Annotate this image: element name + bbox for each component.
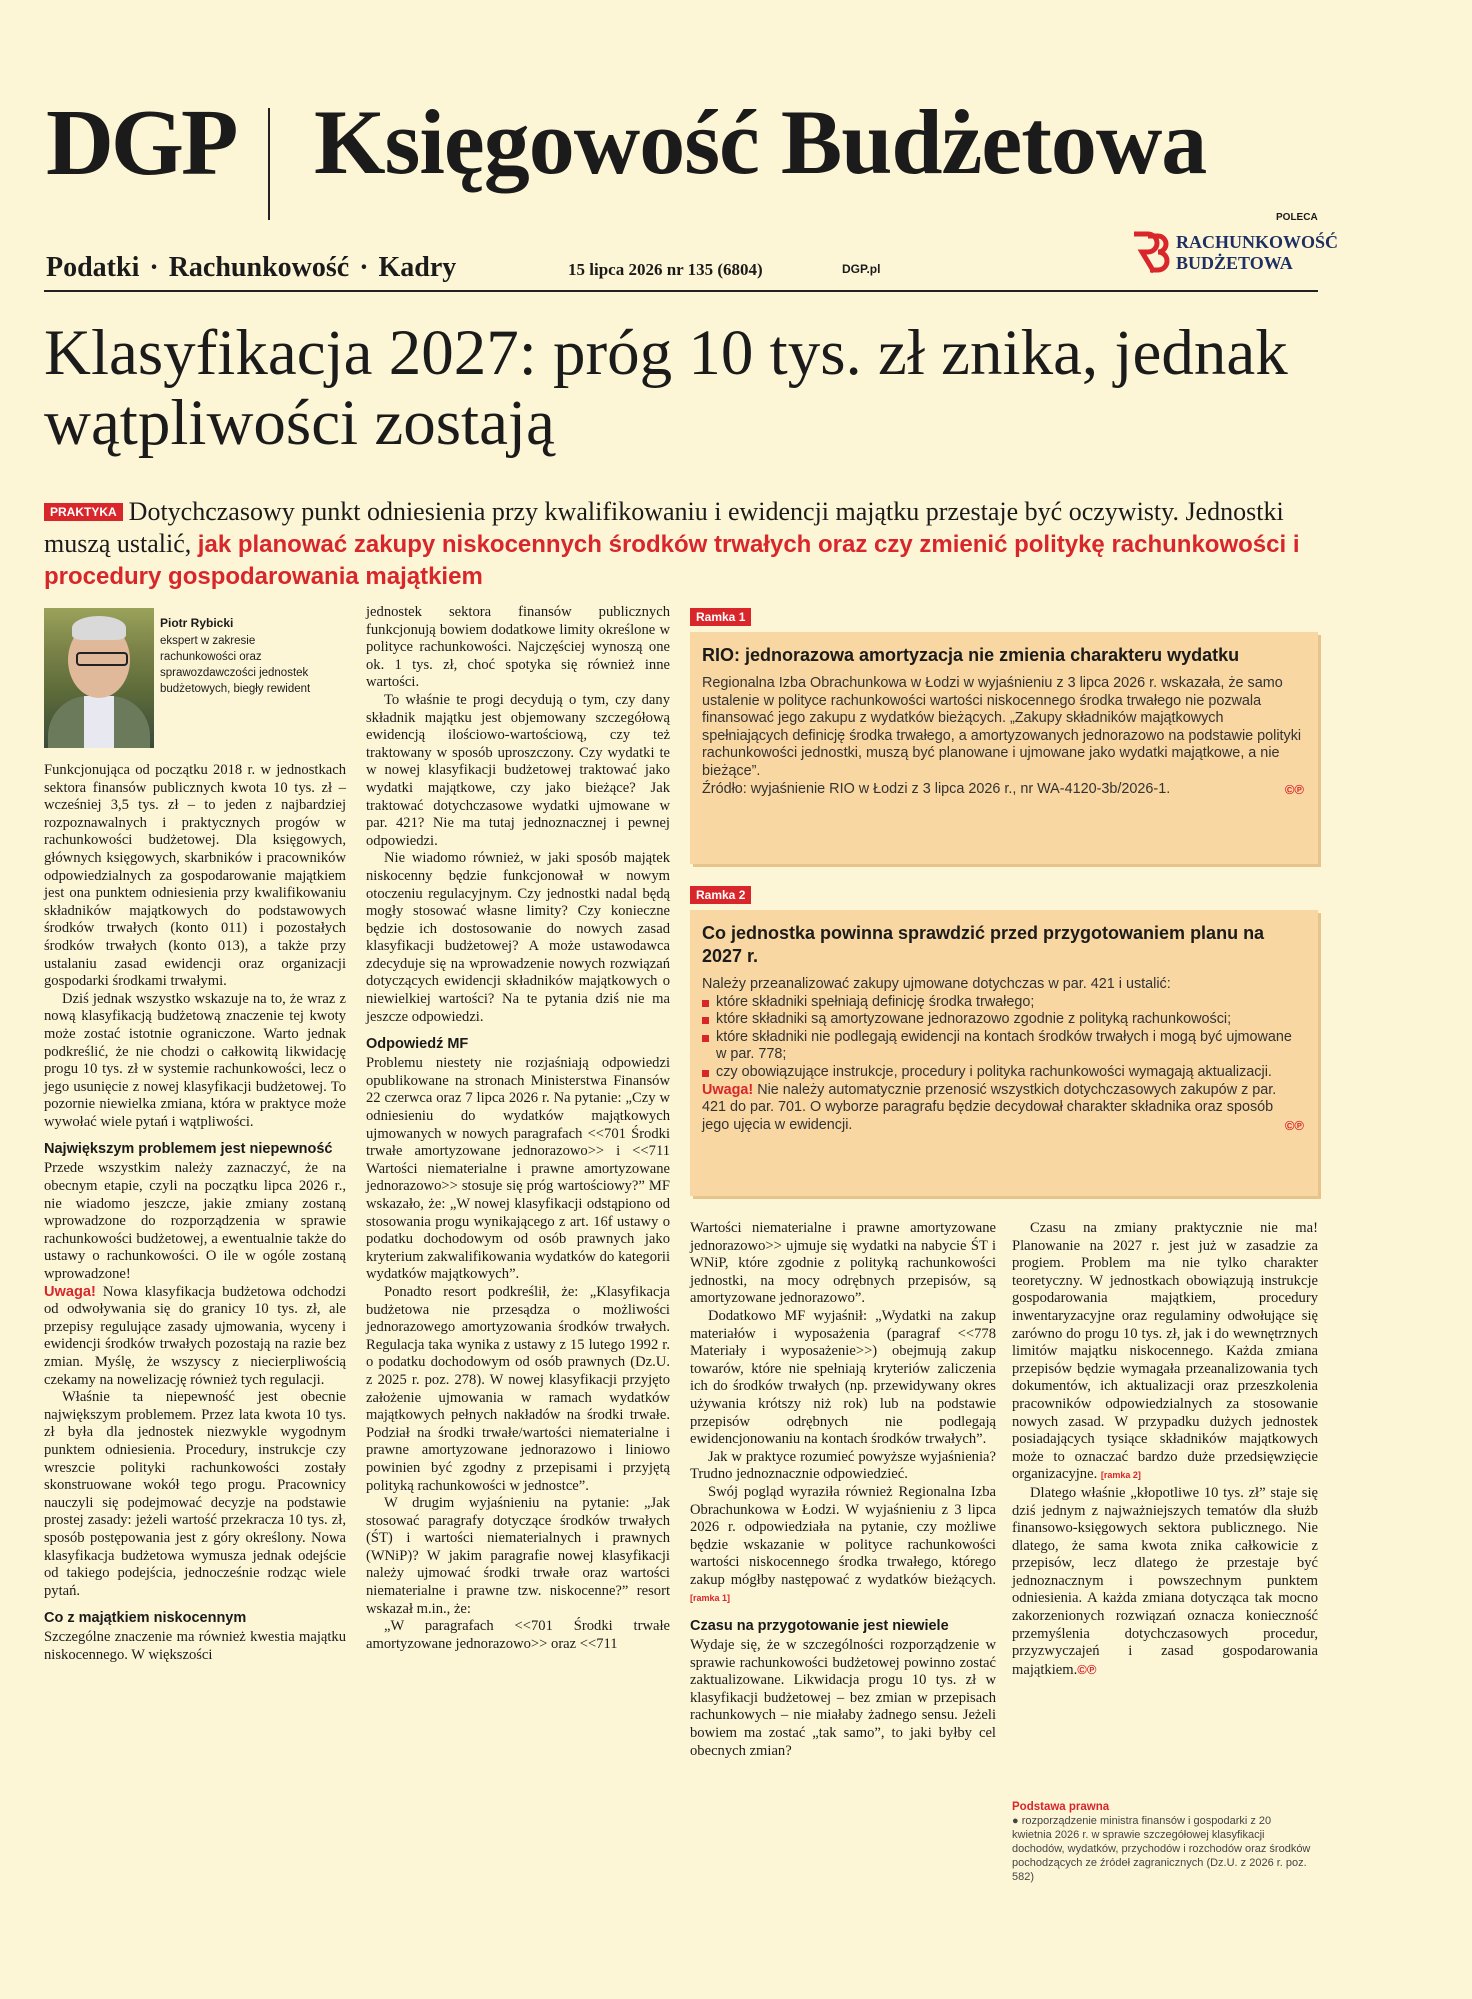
partner-name xyxy=(1176,232,1338,274)
author-photo xyxy=(44,608,154,748)
legal-basis-title: Podstawa prawna xyxy=(1012,1801,1110,1813)
box-2-note xyxy=(702,1082,1304,1135)
list-item: które składniki nie podlegają ewidencji na kontach środków trwałych i mogą być ujmowane w par. 778; xyxy=(702,1029,1304,1064)
paragraph: Wartości niematerialne i prawne amortyzowane jednorazowo>> ujmuje się wydatki na nabycie ŚT i WNiP, które zgodnie z polityką rachunkowości jednostki, na mocy odrębnych przepisów, są amortyzowane jednorazowo”. xyxy=(690,1220,996,1307)
legal-basis-body: rozporządzenie ministra finansów i gospodarki z 20 kwietnia 2026 r. w sprawie szczegółowej klasyfikacji dochodów, wydatków, przychodów i rozchodów oraz środków pochodzących ze źródeł zagranicznych (Dz.U. z 2026 r. poz. 582) xyxy=(1012,1815,1311,1883)
legal-basis xyxy=(1012,1800,1312,1884)
rb-logo-icon xyxy=(1130,230,1170,278)
box-2-reference[interactable]: [ramka 2] xyxy=(1100,1470,1141,1481)
warning-text: Nowa klasyfikacja budżetowa odchodzi od odwoływania się do granicy 10 tys. zł, ale przepisy regulujące zasady ujmowania, wyceny i ewidencji środków trwałych pozostają na razie bez zmian. Myślę, że wszyscy z niecierpliwością czekamy na nowelizację również tych regulacji. xyxy=(44,1283,346,1388)
paragraph xyxy=(1012,1220,1318,1485)
copyright-icon: ©℗ xyxy=(1284,1117,1304,1133)
list-item: które składniki są amortyzowane jednorazowo zgodnie z polityką rachunkowości; xyxy=(702,1011,1304,1029)
legal-basis-text xyxy=(1012,1814,1312,1884)
subheading: Co z majątkiem niskocennym xyxy=(44,1610,247,1627)
paragraph: W drugim wyjaśnieniu na pytanie: „Jak stosować paragrafy dotyczące środków trwałych (ŚT) i wartości niematerialnych i prawnych (WNiP)? W jakim paragrafie nowej klasyfikacji należy ujmować środki trwałe oraz wartości niematerialne i prawne tzw. niskocenne?” resort wskazał m.in., że: xyxy=(366,1495,670,1617)
masthead-rule xyxy=(44,290,1318,292)
subheading: Największym problemem jest niepewność xyxy=(44,1141,333,1158)
paragraph-text: Czasu na zmiany praktycznie nie ma! Planowanie na 2027 r. jest już w zasadzie za progiem. Problem ma nie tylko charakter teoretyczny. W jednostkach obowiązują instrukcje gospodarowania majątkiem, procedury inwentaryzacyjne oraz regulaminy odwołujące się zarówno do progu 10 tys. zł, jak i do wewnętrznych limitów majątku niskocennego. Każda zmiana przepisów będzie wymagała przeanalizowania tych dokumentów, ich aktualizacji oraz przeszkolenia pracowników odpowiedzialnych za stosowanie nowych zasad. W przypadku dużych jednostek posiadających tysiące składników majątkowych może to oznaczać bardzo duże przedsięwzięcie organizacyjne. xyxy=(1012,1220,1318,1483)
article-headline: Klasyfikacja 2027: próg 10 tys. zł znika, jednak wątpliwości zostają xyxy=(44,317,1288,459)
box-1-title: RIO: jednorazowa amortyzacja nie zmienia charakteru wydatku xyxy=(702,645,1240,665)
article-lead xyxy=(44,496,1314,592)
paragraph: Wydaje się, że w szczególności rozporządzenie w sprawie rachunkowości budżetowej powinno zostać zaktualizowane. Likwidacja progu 10 tys. zł w klasyfikacji budżetowej – bez zmian w przepisach rachunkowych – nie miałaby żadnego sensu. Jeżeli bowiem ma zostać „tak samo”, to jaki byłby cel obecnych zmian? xyxy=(690,1637,996,1759)
copyright-icon: ©℗ xyxy=(1077,1661,1097,1677)
subheading: Czasu na przygotowanie jest niewiele xyxy=(690,1618,949,1635)
paragraph xyxy=(1012,1485,1318,1680)
box-2-note-text: Nie należy automatycznie przenosić wszystkich dotychczasowych zakupów z par. 421 do par. 701. O wyborze paragrafu będzie decydował charakter składnika oraz sposób jego ujęcia w ewidencji. xyxy=(702,1081,1277,1133)
partner-label: POLECA xyxy=(1276,212,1318,223)
paragraph: Dodatkowo MF wyjaśnił: „Wydatki na zakup materiałów i wyposażenia (paragraf <<778 Materiały i wyposażenie>>) obejmują zakup towarów, które nie spełniają kryteriów zaliczenia ich do środków trwałych (np. przewidywany okres używania krótszy niż rok) lub na podstawie przepisów odrębnych nie podlegają ewidencjonowaniu na kontach środków trwałych”. xyxy=(690,1307,996,1448)
paragraph: Nie wiadomo również, w jaki sposób majątek niskocenny będzie funkcjonował w nowym otoczeniu regulacyjnym. Czy jednostki nadal będą mogły stosować własne limity? Czy konieczne będzie ich dostosowanie do nowych zasad klasyfikacji budżetowej? A może ustawodawca zdecyduje się na wprowadzenie nowych rozwiązań dotyczących ewidencji składników majątkowych o niewielkiej wartości? Na te pytania dziś nie ma jeszcze odpowiedzi. xyxy=(366,850,670,1025)
box-2 xyxy=(690,910,1318,1196)
section-title: Księgowość Budżetowa xyxy=(314,91,1207,193)
lead-highlight: jak planować zakupy niskocennych środków trwałych oraz czy zmienić politykę rachunkowości i procedury gospodarowania majątkiem xyxy=(44,531,1300,590)
partner-name-line1: RACHUNKOWOŚĆ xyxy=(1176,232,1339,252)
nav-item-rachunkowosc[interactable]: Rachunkowość xyxy=(168,252,350,283)
paragraph: To właśnie te progi decydują o tym, czy dany składnik majątku jest objemowany szczegółową ewidencją ilościowo-wartościową, czy też traktowany w sposób uproszczony. Czy wydatki te w nowej klasyfikacji budżetowej traktować jako wydatki majątkowe, czy jako bieżące? Jak traktować dotychczasowe wydatki ujmowane w par. 421? Nie ma tutaj jednoznacznej i pewnej odpowiedzi. xyxy=(366,691,670,849)
box-1-reference[interactable]: [ramka 1] xyxy=(690,1593,731,1604)
paragraph: Funkcjonująca od początku 2018 r. w jednostkach sektora finansów publicznych kwota 10 tys. zł – wcześniej 3,5 tys. zł – to jeden z najbardziej rozpoznawalnych i praktycznych progów w rachunkowości budżetowej. Dla księgowych, głównych księgowych, skarbników i pracowników odpowiedzialnych za gospodarowanie majątkiem jest ona punktem odniesienia przy kwalifikowaniu składników majątkowych do podstawowych środków trwałych (konto 011) i pozostałych środków trwałych (konto 013), a także przy ustalaniu zasad ewidencji oraz organizacji gospodarki środkami trwałymi. xyxy=(44,762,346,990)
dgp-logo[interactable]: DGP xyxy=(46,91,236,195)
site-link[interactable]: DGP.pl xyxy=(842,262,881,276)
warning-label: Uwaga! xyxy=(44,1283,96,1300)
copyright-icon: ©℗ xyxy=(1284,781,1304,797)
paragraph: Jak w praktyce rozumieć powyższe wyjaśnienia? Trudno jednoznacznie odpowiedzieć. xyxy=(690,1448,996,1483)
lead-tag: PRAKTYKA xyxy=(44,503,123,521)
box-1-source xyxy=(702,781,1304,799)
nav-item-kadry[interactable]: Kadry xyxy=(378,252,457,283)
paragraph xyxy=(690,1484,996,1608)
paragraph: Problemu niestety nie rozjaśniają odpowiedzi opublikowane na stronach Ministerstwa Finansów 22 czerwca oraz 7 lipca 2026 r. Na pytanie: „Czy w odniesieniu do wydatków majątkowych ujmowanych w nowych paragrafach <<701 Środki trwałe amortyzowane jednorazowo>> i <<711 Wartości niematerialne i prawne amortyzowane jednorazowo>> stosuje się próg wartościowy?” MF wskazało, że: „W nowej klasyfikacji odstąpiono od stosowania progu wynikającego z art. 16f ustawy o podatku dochodowym od osób prawnych jako kryterium zakwalifikowania wydatków do kategorii wydatków majątkowych”. xyxy=(366,1055,670,1283)
box-2-label: Ramka 2 xyxy=(690,886,751,904)
box-2-title: Co jednostka powinna sprawdzić przed przygotowaniem planu na 2027 r. xyxy=(702,923,1265,966)
lead-text: Dotychczasowy punkt odniesienia przy kwalifikowaniu i ewidencji majątku przestaje być oczywisty. Jednostki muszą ustalić, xyxy=(44,497,1284,558)
subheading: Odpowiedź MF xyxy=(366,1036,469,1053)
paragraph: Przede wszystkim należy zaznaczyć, że na obecnym etapie, czyli na początku lipca 2026 r., nie wiadomo jeszcze, jakie zmiany zostaną wprowadzone do rozporządzenia w sprawie rachunkowości budżetowej, a ewentualnie także do ustawy o rachunkowości. O ile w ogóle zostaną wprowadzone! xyxy=(44,1160,346,1283)
article-column-4 xyxy=(1012,1220,1318,1679)
article-column-1 xyxy=(44,762,346,1665)
article-column-2 xyxy=(366,604,670,1653)
paragraph: Szczególne znaczenie ma również kwestia majątku niskocennego. W większości xyxy=(44,1629,346,1663)
paragraph-warning xyxy=(44,1284,346,1390)
paragraph-text: Dlatego właśnie „kłopotliwe 10 tys. zł” staje się dziś jednym z najważniejszych tematów dla służb finansowo-księgowych sektora publicznego. Nie dlatego, że sama kwota znika całkowicie z przepisów, lecz dlatego że przestaje być jednoznacznym i powszechnym punktem odniesienia. A każda zmiana dotycząca tak mocno zakorzenionych rozwiązań oznacza konieczność przemyślenia dotychczasowych procedur, przyzwyczajeń i zasad gospodarowania majątkiem. xyxy=(1012,1484,1318,1678)
paragraph-text: Swój pogląd wyraziła również Regionalna Izba Obrachunkowa w Łodzi. W wyjaśnieniu z 3 lipca 2026 r. odpowiedziała na pytanie, czy możliwe będzie wskazanie w polityce rachunkowości wartości niskocennego środka trwałego, którego zakup mógłby następować z wydatków bieżących. xyxy=(690,1483,996,1588)
author-bio: ekspert w zakresie rachunkowości oraz sprawozdawczości jednostek budżetowych, biegły rewident xyxy=(160,635,311,695)
list-item: które składniki spełniają definicję środka trwałego; xyxy=(702,994,1304,1012)
issue-date: 15 lipca 2026 nr 135 (6804) xyxy=(568,260,763,279)
author-name: Piotr Rybicki xyxy=(160,616,234,630)
box-1-source-text: Źródło: wyjaśnienie RIO w Łodzi z 3 lipca 2026 r., nr WA-4120-3b/2026-1. xyxy=(702,780,1171,797)
paragraph: Ponadto resort podkreślił, że: „Klasyfikacja budżetowa nie przesądza o możliwości jednorazowego amortyzowania środków trwałych. Regulacja taka wynika z ustawy z 15 lutego 1992 r. o podatku dochodowym od osób prawnych (Dz.U. z 2025 r. poz. 278). W nowej klasyfikacji przyjęto założenie ujmowania w ramach wydatków majątkowych pełnych nakładów na środki trwałe. Podział na środki trwałe/wartości niematerialne i prawne amortyzowane jednorazowo i liniowo powinien być zgodny z przepisami i przyjętą polityką rachunkowości w jednostce”. xyxy=(366,1283,670,1494)
bullet-icon: ● xyxy=(1012,1815,1022,1827)
paragraph: jednostek sektora finansów publicznych funkcjonują bowiem dodatkowe limity określone w polityce rachunkowości. Najczęściej wynoszą one ok. 1 tys. zł, choć spotyka się również inne wartości. xyxy=(366,604,670,691)
box-1 xyxy=(690,632,1318,864)
box-1-label: Ramka 1 xyxy=(690,608,751,626)
nav-separator: · xyxy=(149,252,159,283)
paragraph: Właśnie ta niepewność jest obecnie największym problemem. Przez lata kwota 10 tys. zł była dla jednostek niezwykle wygodnym punktem odniesienia. Procedury, instrukcje czy wreszcie polityki rachunkowości zostały skonstruowane wokół tego progu. Pracownicy nauczyli się podejmować decyzje na podstawie prostej zasady: jeżeli wartość przekracza 10 tys. zł, sposób postępowania jest z góry określony. Nowa klasyfikacja budżetowa wymusza jednak odejście od takiego podejścia, jednocześnie rodząc wiele pytań. xyxy=(44,1389,346,1599)
partner-logo[interactable] xyxy=(1130,230,1339,280)
box-2-intro: Należy przeanalizować zakupy ujmowane dotychczas w par. 421 i ustalić: xyxy=(702,976,1171,992)
paragraph: „W paragrafach <<701 Środki trwałe amortyzowane jednorazowo>> oraz <<711 xyxy=(366,1618,670,1652)
nav-item-podatki[interactable]: Podatki xyxy=(46,252,140,283)
box-2-checklist xyxy=(702,994,1304,1082)
section-nav xyxy=(46,252,456,284)
paragraph: Dziś jednak wszystko wskazuje na to, że wraz z nową klasyfikacją budżetową znaczenie tej kwoty może zostać istotnie ograniczone. Warto jednak podkreślić, że nie chodzi o całkowitą likwidację progu 10 tys. zł w systemie rachunkowości, lecz o jego usunięcie z nowej klasyfikacji budżetowej. To pozornie niewielka zmiana, która w praktyce może wywołać wiele pytań i wątpliwości. xyxy=(44,990,346,1130)
masthead-divider xyxy=(268,108,270,220)
list-item: czy obowiązujące instrukcje, procedury i polityka rachunkowości wymagają aktualizacji. xyxy=(702,1064,1304,1082)
article-column-3 xyxy=(690,1220,996,1760)
nav-separator: · xyxy=(359,252,369,283)
box-1-text: Regionalna Izba Obrachunkowa w Łodzi w wyjaśnieniu z 3 lipca 2026 r. wskazała, że samo ustalenie w polityce rachunkowości wartości niskocennego środka trwałego nie pozwala finansować jego zakupu z wydatków bieżących. „Zakupy składników majątkowych spełniających definicję środka trwałego, a amortyzowanych jednorazowo na podstawie polityki rachunkowości jednostki, muszą być planowane i ujmowane jako wydatki majątkowe, a nie bieżące”. xyxy=(702,675,1302,779)
partner-name-line2: BUDŻETOWA xyxy=(1176,253,1293,273)
warning-label: Uwaga! xyxy=(702,1081,754,1098)
